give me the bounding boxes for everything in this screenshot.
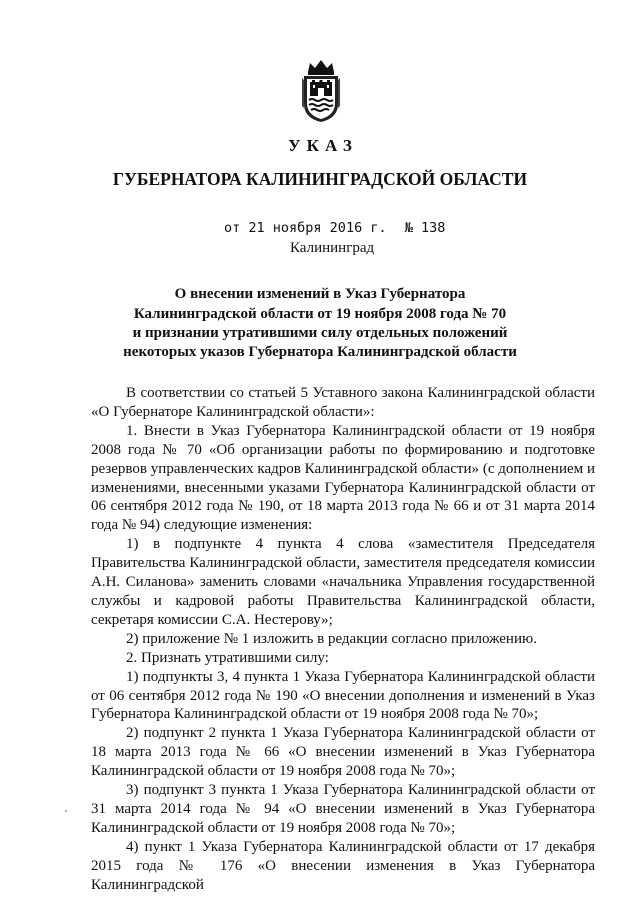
decree-title-line: некоторых указов Губернатора Калининградской области [123, 344, 517, 360]
date-prefix: от [224, 220, 241, 236]
decree-title-line: О внесении изменений в Указ Губернатора [174, 286, 466, 302]
decree-title-line: и признании утратившими силу отдельных положений [132, 325, 508, 341]
scan-speck [65, 810, 67, 812]
body-paragraph: 1. Внести в Указ Губернатора Калининградской области от 19 ноября 2008 года № 70 «Об организации работы по формированию и подготовке резервов управленческих кадров Калининградской области» (с дополнением и изменениями, внесенными указами Губернатора Калининградской области от 06 сентября 2012 года № 190, от 18 марта 2013 года № 66 и от 31 марта 2014 года № 94) следующие изменения: [91, 422, 595, 534]
document-type-heading: УКАЗ [288, 136, 358, 155]
decree-number: 138 [421, 220, 446, 236]
body-paragraph: 1) в подпункте 4 пункта 4 слова «заместителя Председателя Правительства Калининградской области, заместителя председателя комиссии А.Н. Силанова» заменить словами «начальника Управления государственной службы и кадровой работы Правительства Калининградской области, секретаря комиссии С.А. Нестерову»; [91, 536, 595, 628]
body-paragraph: 4) пункт 1 Указа Губернатора Калининградской области от 17 декабря 2015 года № 176 «О внесении изменения в Указ Губернатора Калининградской [91, 838, 595, 893]
decree-body [91, 384, 595, 894]
decree-city: Калининград [290, 240, 375, 256]
body-paragraph: 1) подпункты 3, 4 пункта 1 Указа Губернатора Калининградской области от 06 сентября 2012 года № 190 «О внесении дополнения и изменений в Указ Губернатора Калининградской области от 19 ноября 2008 года № 70»; [91, 668, 595, 723]
coat-of-arms-icon [296, 58, 346, 124]
decree-title-line: Калининградской области от 19 ноября 2008 года № 70 [133, 306, 507, 322]
body-paragraph: В соответствии со статьей 5 Уставного закона Калининградской области «О Губернаторе Калининградской области»: [91, 385, 595, 420]
body-paragraph: 2) приложение № 1 изложить в редакции согласно приложению. [126, 630, 537, 647]
number-sign: № [404, 220, 413, 236]
decree-date-line [224, 220, 445, 236]
body-paragraph: 2) подпункт 2 пункта 1 Указа Губернатора Калининградской области от 18 марта 2013 года № 66 «О внесении изменений в Указ Губернатора Калининградской области от 19 ноября 2008 года № 70»; [91, 725, 595, 780]
issuing-authority-heading: ГУБЕРНАТОРА КАЛИНИНГРАДСКОЙ ОБЛАСТИ [112, 169, 528, 189]
body-paragraph: 2. Признать утратившими силу: [126, 649, 329, 666]
decree-date: 21 ноября 2016 г. [248, 220, 387, 236]
body-paragraph: 3) подпункт 3 пункта 1 Указа Губернатора Калининградской области от 31 марта 2014 года № 94 «О внесении изменений в Указ Губернатора Калининградской области от 19 ноября 2008 года № 70»; [91, 782, 595, 836]
